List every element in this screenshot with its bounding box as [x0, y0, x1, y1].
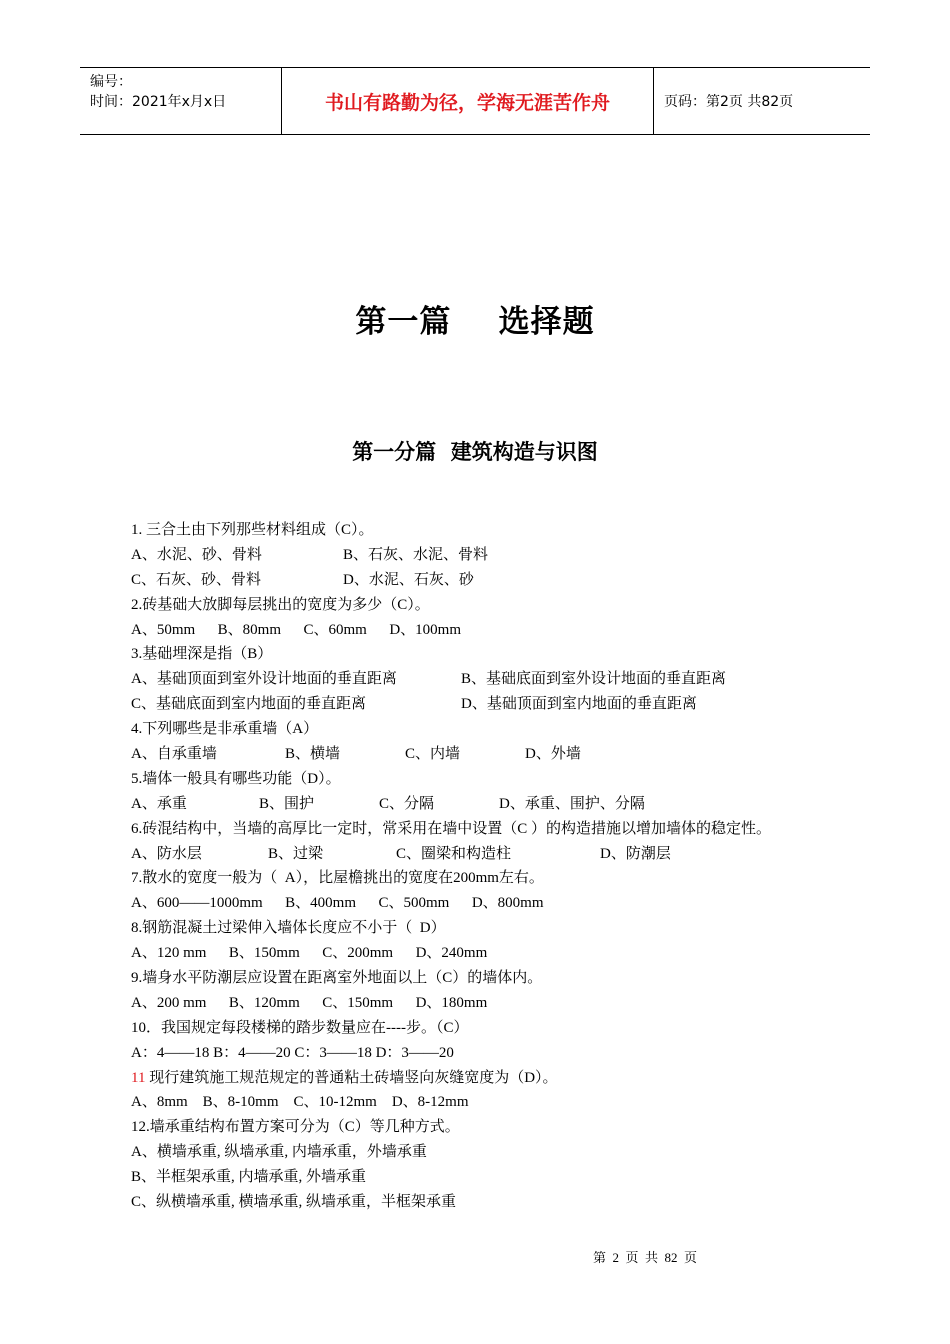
- question-11: [131, 1066, 861, 1091]
- option: C、内墙: [405, 746, 461, 763]
- option: D、承重、围护、分隔: [499, 795, 645, 812]
- question-5: 5.墙体一般具有哪些功能（D）。: [131, 770, 341, 787]
- options-row: A、8mm B、8-10mm C、10-12mm D、8-12mm: [131, 1094, 469, 1111]
- options-row: [131, 667, 861, 692]
- options-row: A、200 mm B、120mm C、150mm D、180mm: [131, 994, 488, 1011]
- option: A、自承重墙: [131, 746, 217, 763]
- option: C、基础底面到室内地面的垂直距离: [131, 696, 367, 713]
- options-row: [131, 692, 861, 717]
- question-12: 12.墙承重结构布置方案可分为（C）等几种方式。: [131, 1119, 460, 1136]
- option: D、水泥、石灰、砂: [343, 571, 474, 588]
- options-row: A、50mm B、80mm C、60mm D、100mm: [131, 621, 462, 638]
- option: B、半框架承重, 内墙承重, 外墙承重: [131, 1169, 367, 1186]
- question-2: 2.砖基础大放脚每层挑出的宽度为多少（C）。: [131, 596, 430, 613]
- option: C、分隔: [379, 795, 435, 812]
- option: C、石灰、砂、骨料: [131, 571, 262, 588]
- option: D、外墙: [525, 746, 581, 763]
- question-10: 10．我国规定每段楼梯的踏步数量应在----步。（C）: [131, 1019, 469, 1036]
- question-number: 11: [131, 1069, 146, 1086]
- number-label: 编号：: [90, 74, 132, 90]
- options-row: [131, 842, 861, 867]
- question-9: 9.墙身水平防潮层应设置在距离室外地面以上（C）的墙体内。: [131, 970, 543, 987]
- question-8: 8.钢筋混凝土过梁伸入墙体长度应不小于（ D）: [131, 920, 446, 937]
- options-row: A、120 mm B、150mm C、200mm D、240mm: [131, 945, 488, 962]
- options-row: A：4——18 B：4——20 C：3——18 D：3——20: [131, 1044, 454, 1061]
- option: B、过梁: [268, 845, 324, 862]
- time-label: 时间：2021年x月x日: [90, 94, 227, 110]
- question-6: 6.砖混结构中，当墙的高厚比一定时，常采用在墙中设置（C ）的构造措施以增加墙体的稳定性。: [131, 820, 772, 837]
- question-4: 4.下列哪些是非承重墙（A）: [131, 721, 319, 738]
- question-list: [131, 518, 861, 1215]
- page-title: 第一篇 选择题: [355, 304, 595, 340]
- option: B、石灰、水泥、骨料: [343, 546, 489, 563]
- page-footer: 第 2 页 共 82 页: [593, 1250, 698, 1265]
- option: D、防潮层: [600, 845, 671, 862]
- options-row: [131, 568, 861, 593]
- section-title: 第一分篇 建筑构造与识图: [352, 440, 598, 464]
- question-1: 1. 三合土由下列那些材料组成（C）。: [131, 522, 374, 538]
- option: B、围护: [259, 795, 315, 812]
- page-info: 页码：第2页 共82页: [664, 94, 794, 110]
- question-3: 3.基础埋深是指（B）: [131, 646, 273, 663]
- option: A、水泥、砂、骨料: [131, 546, 262, 563]
- options-row: [131, 543, 861, 568]
- options-row: [131, 792, 861, 817]
- motto: 书山有路勤为径，学海无涯苦作舟: [281, 68, 654, 134]
- option: B、基础底面到室外设计地面的垂直距离: [461, 671, 727, 688]
- question-text: 现行建筑施工规范规定的普通粘土砖墙竖向灰缝宽度为（D）。: [145, 1069, 558, 1086]
- question-7: 7.散水的宽度一般为（ A），比屋檐挑出的宽度在200mm左右。: [131, 870, 544, 887]
- header-left-cell: [80, 68, 281, 134]
- option: C、纵横墙承重, 横墙承重, 纵墙承重，半框架承重: [131, 1194, 457, 1211]
- option: D、基础顶面到室内地面的垂直距离: [461, 696, 697, 713]
- option: B、横墙: [285, 746, 341, 763]
- option: A、横墙承重, 纵墙承重, 内墙承重，外墙承重: [131, 1144, 427, 1161]
- header-table: [80, 67, 870, 135]
- option: A、基础顶面到室外设计地面的垂直距离: [131, 671, 397, 688]
- option: A、防水层: [131, 845, 202, 862]
- option: C、圈梁和构造柱: [396, 845, 512, 862]
- options-row: [131, 742, 861, 767]
- options-row: A、600——1000mm B、400mm C、500mm D、800mm: [131, 895, 544, 912]
- option: A、承重: [131, 795, 187, 812]
